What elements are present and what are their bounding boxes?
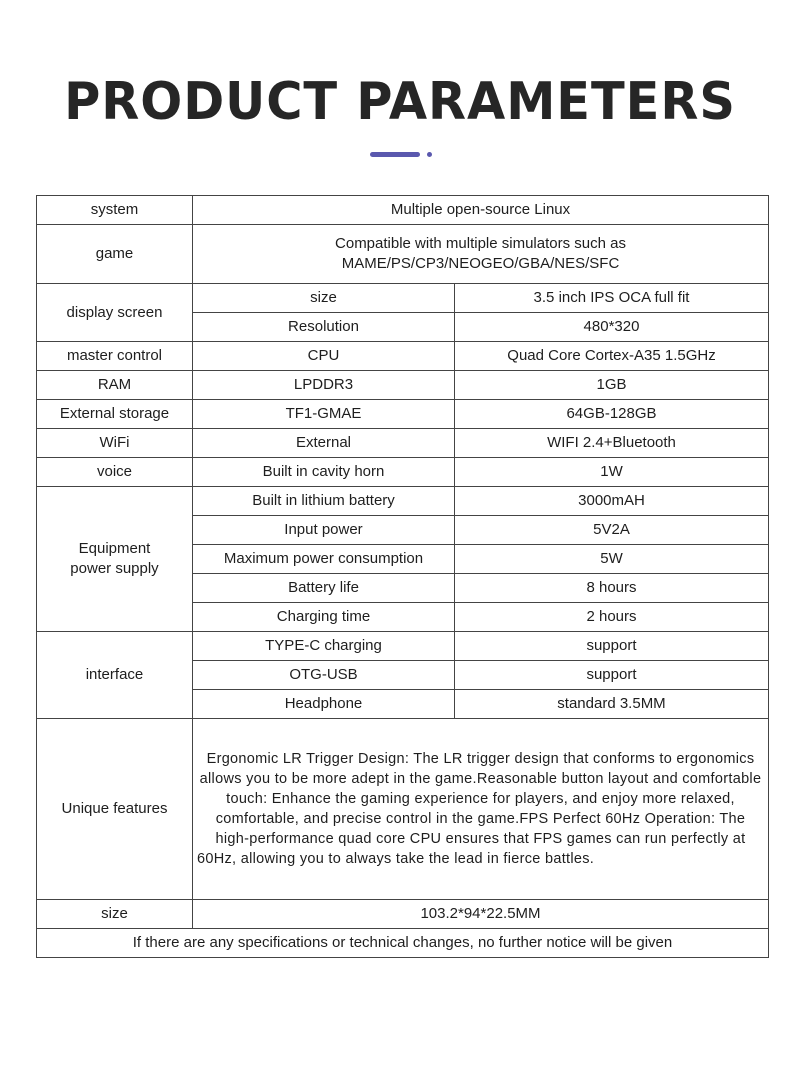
table-row-size bbox=[37, 900, 769, 929]
row-label: system bbox=[37, 196, 193, 225]
table-row-power-battery bbox=[37, 487, 769, 516]
row-value: 480*320 bbox=[455, 313, 769, 342]
power-label-line-2: power supply bbox=[70, 560, 159, 577]
power-label-line-1: Equipment bbox=[78, 540, 151, 557]
game-value-line-1: Compatible with multiple simulators such as bbox=[335, 235, 626, 252]
table-row-interface-typec bbox=[37, 632, 769, 661]
table-row-ram bbox=[37, 371, 769, 400]
page-title: PRODUCT PARAMETERS bbox=[64, 72, 736, 132]
table-row-wifi bbox=[37, 429, 769, 458]
table-row-system bbox=[37, 196, 769, 225]
row-value: Multiple open-source Linux bbox=[193, 196, 769, 225]
game-value-line-2: MAME/PS/CP3/NEOGEO/GBA/NES/SFC bbox=[341, 255, 620, 272]
table-row-game bbox=[37, 225, 769, 284]
row-key: OTG-USB bbox=[193, 661, 455, 690]
underline-bar bbox=[370, 152, 420, 157]
row-value: 1W bbox=[455, 458, 769, 487]
table-row-display-size bbox=[37, 284, 769, 313]
notice-text: If there are any specifications or technical changes, no further notice will be given bbox=[37, 929, 769, 958]
row-label: game bbox=[37, 225, 193, 284]
row-key: Maximum power consumption bbox=[193, 545, 455, 574]
row-label: Unique features bbox=[37, 719, 193, 900]
row-value: 64GB-128GB bbox=[455, 400, 769, 429]
row-value: 3.5 inch IPS OCA full fit bbox=[455, 284, 769, 313]
row-key: size bbox=[193, 284, 455, 313]
row-label: WiFi bbox=[37, 429, 193, 458]
row-value: 5W bbox=[455, 545, 769, 574]
row-value: Quad Core Cortex-A35 1.5GHz bbox=[455, 342, 769, 371]
row-key: Headphone bbox=[193, 690, 455, 719]
row-key: LPDDR3 bbox=[193, 371, 455, 400]
row-label: voice bbox=[37, 458, 193, 487]
row-label: master control bbox=[37, 342, 193, 371]
row-key: Battery life bbox=[193, 574, 455, 603]
row-key: TF1-GMAE bbox=[193, 400, 455, 429]
row-value: 1GB bbox=[455, 371, 769, 400]
row-label: RAM bbox=[37, 371, 193, 400]
row-value: 8 hours bbox=[455, 574, 769, 603]
table-row-voice bbox=[37, 458, 769, 487]
row-key: Built in lithium battery bbox=[193, 487, 455, 516]
row-value: WIFI 2.4+Bluetooth bbox=[455, 429, 769, 458]
row-key: Resolution bbox=[193, 313, 455, 342]
table-row-notice bbox=[37, 929, 769, 958]
row-value: standard 3.5MM bbox=[455, 690, 769, 719]
table-row-unique-features bbox=[37, 719, 769, 900]
product-parameters-table bbox=[36, 195, 769, 958]
row-label: External storage bbox=[37, 400, 193, 429]
row-label bbox=[37, 487, 193, 632]
row-key: External bbox=[193, 429, 455, 458]
row-value: 5V2A bbox=[455, 516, 769, 545]
table-row-master-control bbox=[37, 342, 769, 371]
row-value: 2 hours bbox=[455, 603, 769, 632]
row-value bbox=[193, 225, 769, 284]
underline-dot bbox=[427, 152, 432, 157]
row-key: CPU bbox=[193, 342, 455, 371]
row-label: display screen bbox=[37, 284, 193, 342]
row-value: support bbox=[455, 632, 769, 661]
table-row-external-storage bbox=[37, 400, 769, 429]
row-key: TYPE-C charging bbox=[193, 632, 455, 661]
row-label: interface bbox=[37, 632, 193, 719]
row-value: support bbox=[455, 661, 769, 690]
row-key: Built in cavity horn bbox=[193, 458, 455, 487]
row-value: 103.2*94*22.5MM bbox=[193, 900, 769, 929]
row-value: 3000mAH bbox=[455, 487, 769, 516]
row-key: Charging time bbox=[193, 603, 455, 632]
row-key: Input power bbox=[193, 516, 455, 545]
features-description: Ergonomic LR Trigger Design: The LR trigger design that conforms to ergonomics allows you to be more adept in the game.Reasonable button layout and comfortable touch: Enhance the gaming experience for players, and enjoy more relaxed, comfortable, and precise control in the game.FPS Perfect 60Hz Operation: The high-performance quad core CPU ensures that FPS games can run perfectly at 60Hz, allowing you to always take the lead in fierce battles. bbox=[193, 719, 769, 900]
row-label: size bbox=[37, 900, 193, 929]
